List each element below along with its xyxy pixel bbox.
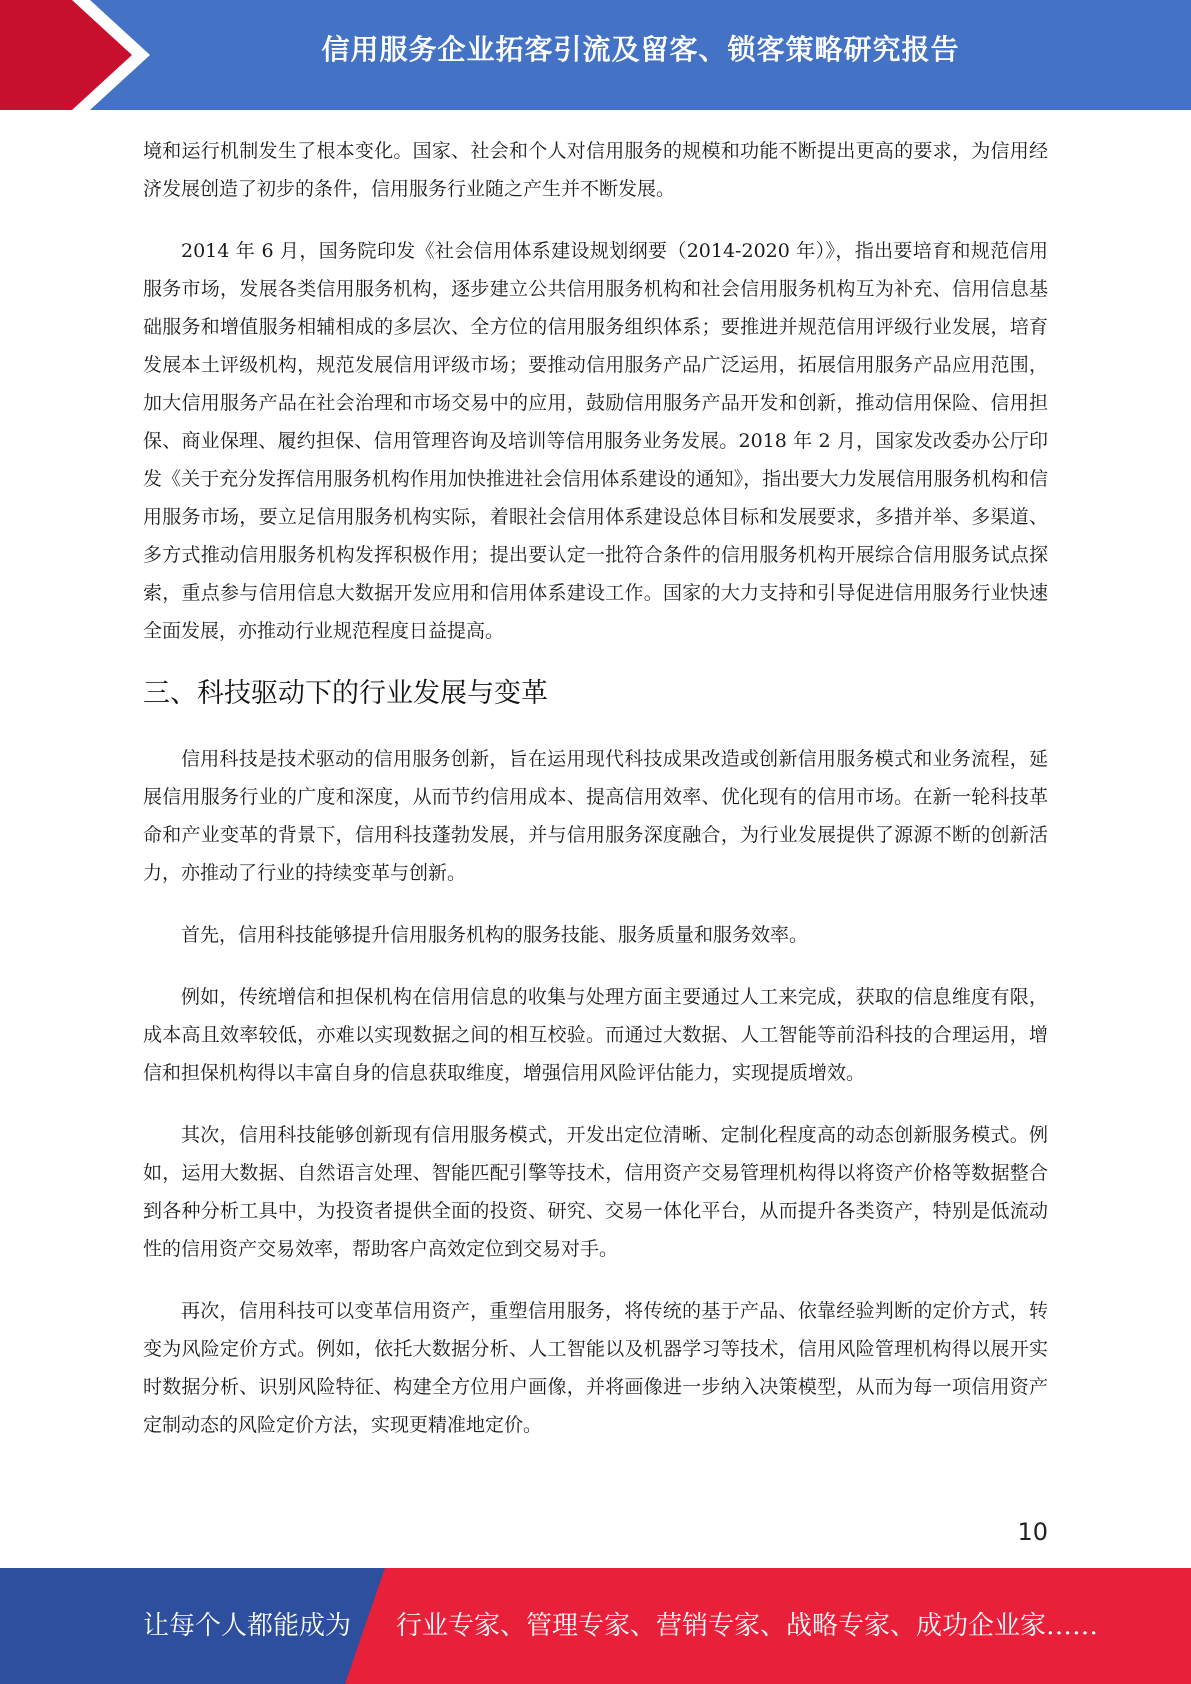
report-title: 信用服务企业拓客引流及留客、锁客策略研究报告 <box>321 33 960 66</box>
page-number: 10 <box>1017 1518 1048 1546</box>
footer-slogan-right: 行业专家、管理专家、营销专家、战略专家、成功企业家…… <box>396 1611 1099 1641</box>
header-chevron-decoration <box>0 0 150 110</box>
paragraph-example: 例如，传统增信和担保机构在信用信息的收集与处理方面主要通过人工来完成，获取的信息维度有限，成本高且效率较低，亦难以实现数据之间的相互校验。而通过大数据、人工智能等前沿科技的合理运用，增信和担保机构得以丰富自身的信息获取维度，增强信用风险评估能力，实现提质增效。 <box>143 986 1048 1084</box>
page-footer <box>0 1568 1191 1684</box>
paragraph-second: 其次，信用科技能够创新现有信用服务模式，开发出定位清晰、定制化程度高的动态创新服务模式。例如，运用大数据、自然语言处理、智能匹配引擎等技术，信用资产交易管理机构得以将资产价格等数据整合到各种分析工具中，为投资者提供全面的投资、研究、交易一体化平台，从而提升各类资产，特别是低流动性的信用资产交易效率，帮助客户高效定位到交易对手。 <box>143 1124 1048 1260</box>
paragraph-continued: 境和运行机制发生了根本变化。国家、社会和个人对信用服务的规模和功能不断提出更高的要求，为信用经济发展创造了初步的条件，信用服务行业随之产生并不断发展。 <box>143 140 1048 200</box>
section-heading: 三、科技驱动下的行业发展与变革 <box>143 678 548 709</box>
paragraph-policy: 2014 年 6 月，国务院印发《社会信用体系建设规划纲要（2014-2020 年）》，指出要培育和规范信用服务市场，发展各类信用服务机构，逐步建立公共信用服务机构和社会信用服务机构互为补充、信用信息基础服务和增值服务相辅相成的多层次、全方位的信用服务组织体系；要推进并规范信用评级行业发展，培育发展本土评级机构，规范发展信用评级市场；要推动信用服务产品广泛运用，拓展信用服务产品应用范围，加大信用服务产品在社会治理和市场交易中的应用，鼓励信用服务产品开发和创新，推动信用保险、信用担保、商业保理、履约担保、信用管理咨询及培训等信用服务业务发展。2018 年 2 月，国家发改委办公厅印发《关于充分发挥信用服务机构作用加快推进社会信用体系建设的通知》，指出要大力发展信用服务机构和信用服务市场，要立足信用服务机构实际，着眼社会信用体系建设总体目标和发展要求，多措并举、多渠道、多方式推动信用服务机构发挥积极作用；提出要认定一批符合条件的信用服务机构开展综合信用服务试点探索，重点参与信用信息大数据开发应用和信用体系建设工作。国家的大力支持和引导促进信用服务行业快速全面发展，亦推动行业规范程度日益提高。 <box>143 240 1048 642</box>
page-header <box>0 0 1191 110</box>
paragraph-first: 首先，信用科技能够提升信用服务机构的服务技能、服务质量和服务效率。 <box>181 924 809 946</box>
paragraph-credit-tech: 信用科技是技术驱动的信用服务创新，旨在运用现代科技成果改造或创新信用服务模式和业务流程，延展信用服务行业的广度和深度，从而节约信用成本、提高信用效率、优化现有的信用市场。在新一轮科技革命和产业变革的背景下，信用科技蓬勃发展，并与信用服务深度融合，为行业发展提供了源源不断的创新活力，亦推动了行业的持续变革与创新。 <box>143 748 1048 884</box>
footer-slogan-left: 让每个人都能成为 <box>143 1611 352 1641</box>
page-content <box>143 132 1048 1468</box>
paragraph-third: 再次，信用科技可以变革信用资产，重塑信用服务，将传统的基于产品、依靠经验判断的定价方式，转变为风险定价方式。例如，依托大数据分析、人工智能以及机器学习等技术，信用风险管理机构得以展开实时数据分析、识别风险特征、构建全方位用户画像，并将画像进一步纳入决策模型，从而为每一项信用资产定制动态的风险定价方法，实现更精准地定价。 <box>143 1300 1048 1436</box>
